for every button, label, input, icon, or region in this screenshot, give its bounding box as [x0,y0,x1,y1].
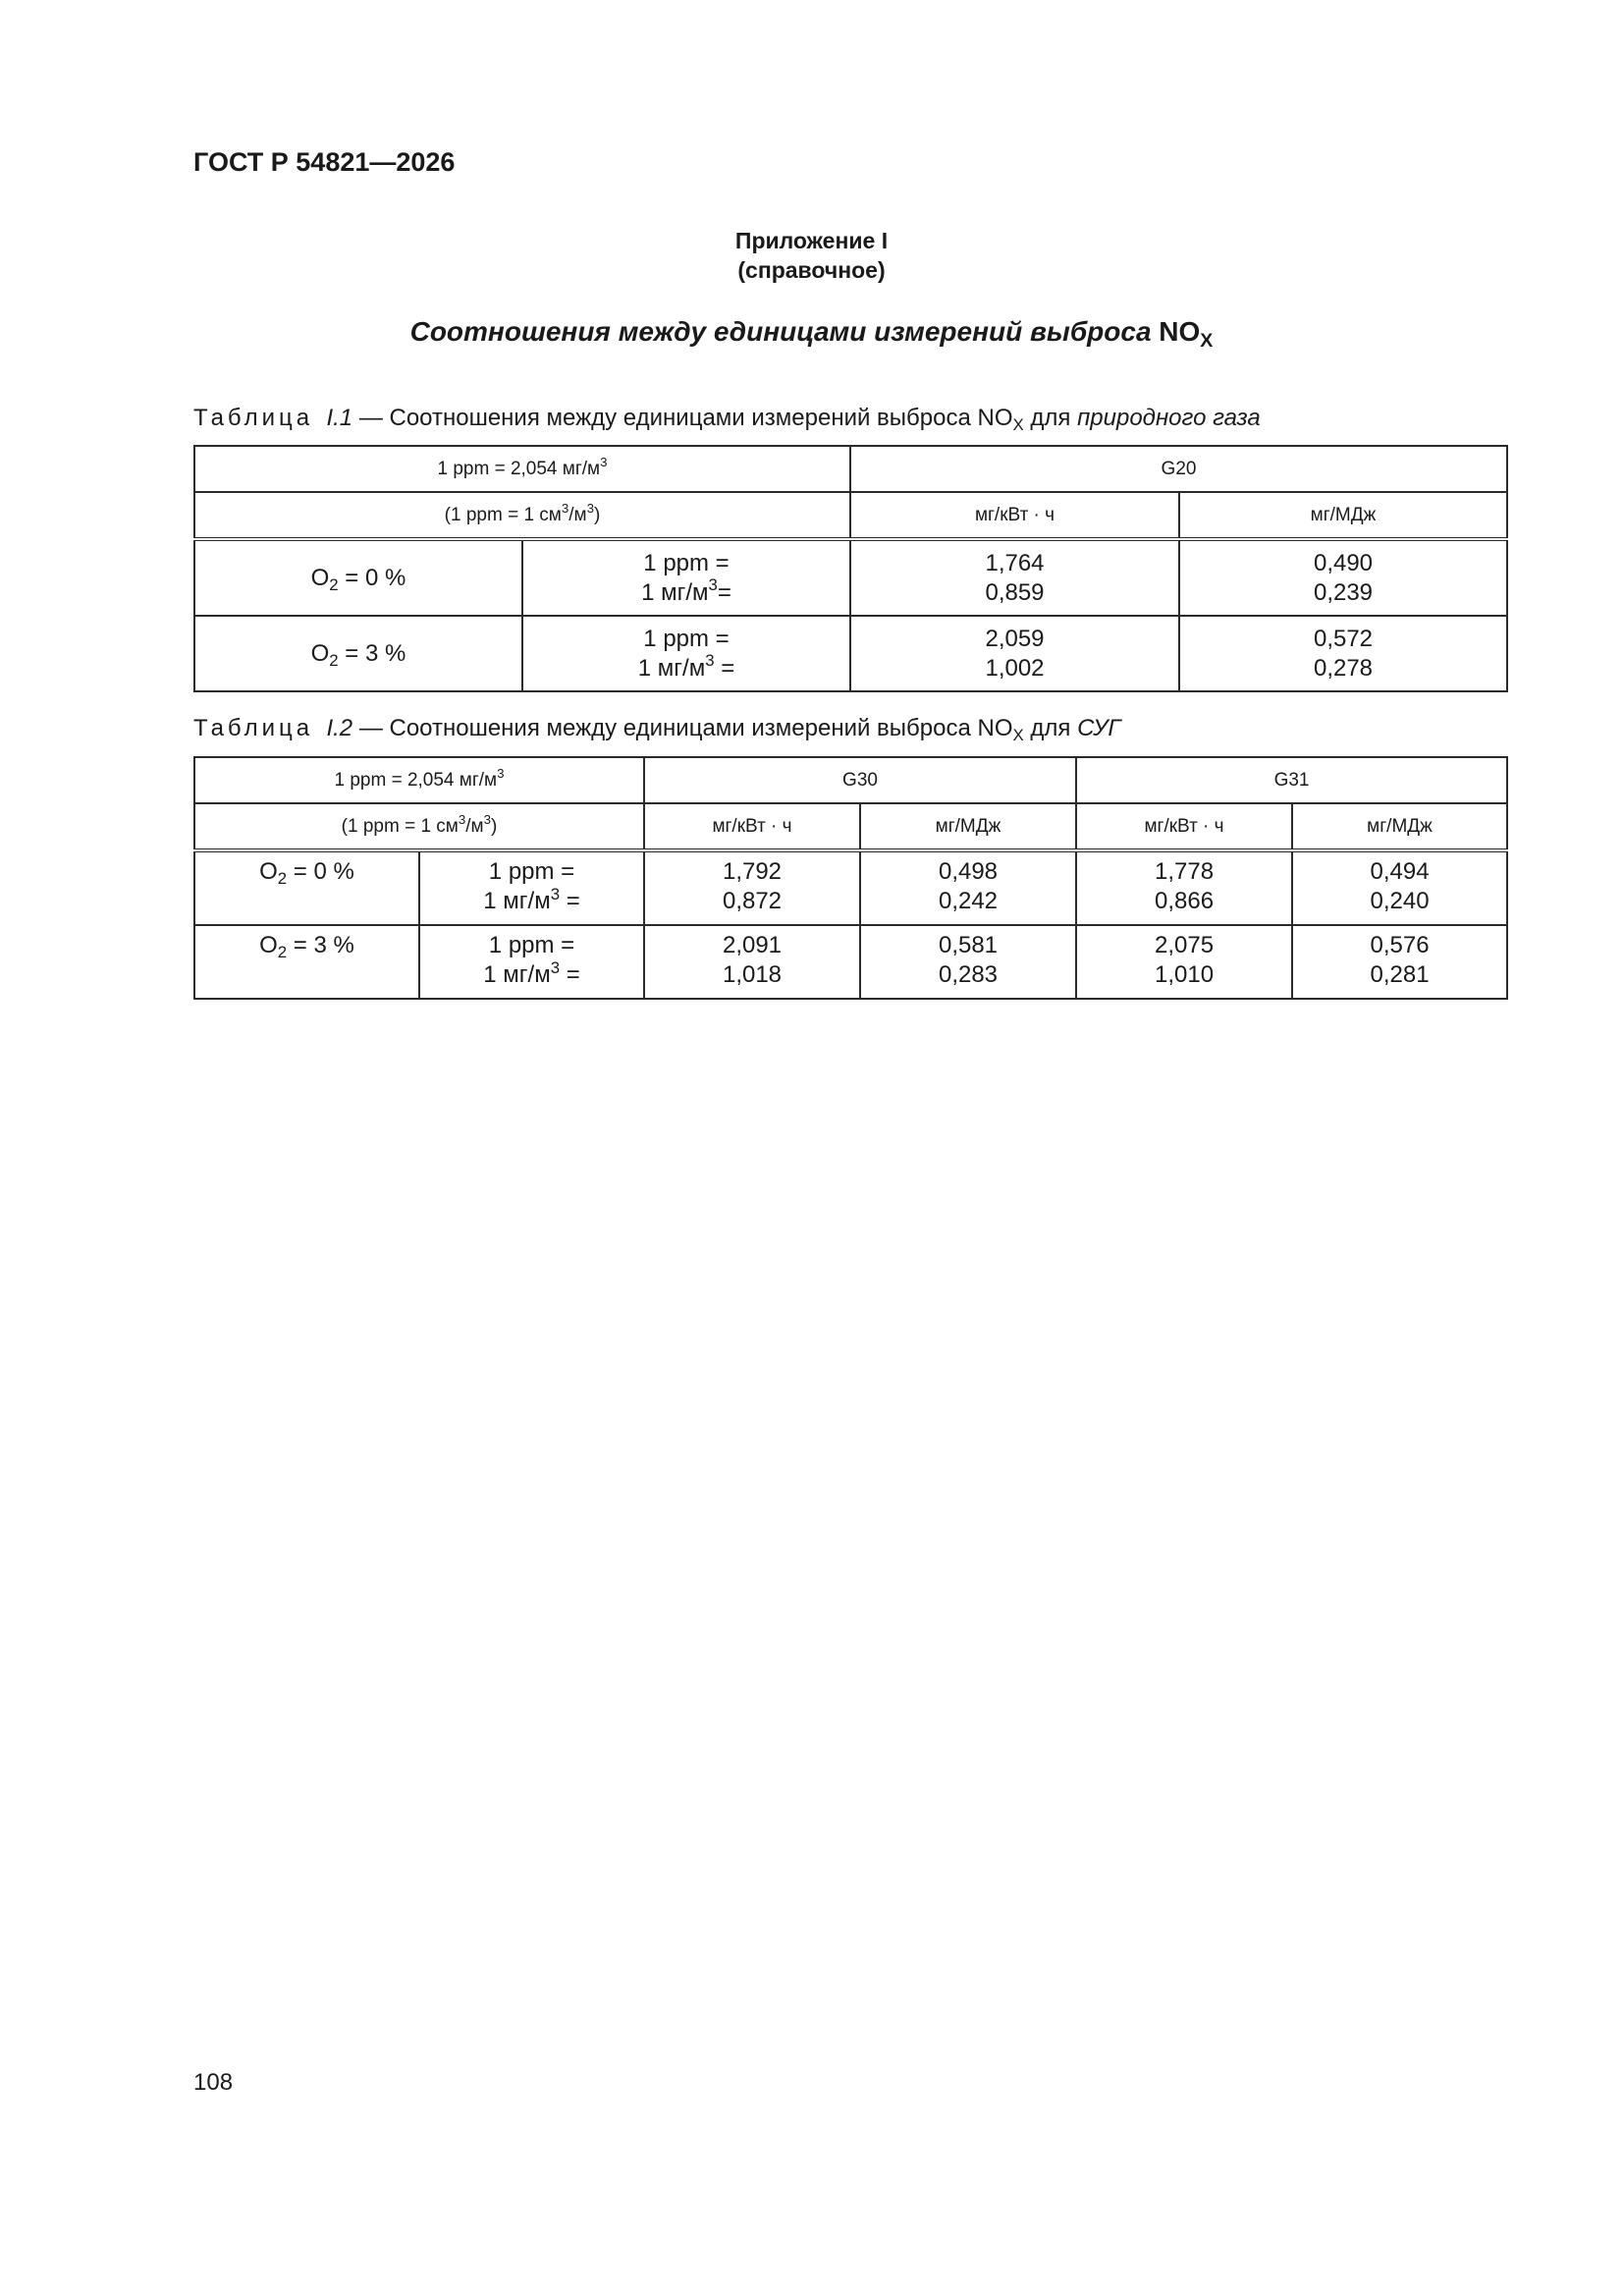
value-cell: 0,576 0,281 [1292,925,1507,999]
table2 [193,756,1508,1000]
t1-conversion-header: 1 ppm = 2,054 $мг/м^3$ [194,446,850,492]
section-title [0,316,1623,352]
t2-conversion-header: 1 ppm = 2,054 $мг/м^3$ [194,757,644,803]
t2-gas-header: G30 [644,757,1076,803]
t2-ppm-header: (1 ppm = 1 $см^3/м^3$) [194,803,644,850]
value-cell: 1,792 0,872 [644,850,860,925]
title-nox: $NO_X$ [1159,316,1214,352]
value-cell: 0,498 0,242 [860,850,1076,925]
annex-type: (справочное) [737,257,886,283]
value-cell: 2,075 1,010 [1076,925,1292,999]
value-cell: 0,494 0,240 [1292,850,1507,925]
o2-cell: $O_2 = 3$ % [194,925,419,999]
o2-cell: $O_2 = 0$ % [194,850,419,925]
value-cell: 1,764 0,859 [850,539,1179,616]
t2-gas-header: G31 [1076,757,1507,803]
table-row [194,925,1507,999]
t1-unit-header: мг/кВт · ч [850,492,1179,539]
o2-cell: $O_2 = 0$ % [194,539,522,616]
value-cell: 2,091 1,018 [644,925,860,999]
t1-unit-header: мг/МДж [1179,492,1507,539]
annex-heading [0,226,1623,285]
unit-label-cell: 1 ppm = 1 $мг/м^3=$ [522,539,850,616]
table1-caption: Таблица I.1 — Соотношения между единицами измерений выброса $NO_X$ для природного газа [193,405,1261,435]
table-row [194,616,1507,691]
document-header: ГОСТ Р 54821—2026 [193,147,456,177]
table1 [193,445,1508,692]
t2-unit-header: мг/МДж [1292,803,1507,850]
page-number: 108 [193,2069,234,2096]
t1-gas-header: G20 [850,446,1507,492]
value-cell: 0,490 0,239 [1179,539,1507,616]
unit-label-cell: 1 ppm = 1 $мг/м^3$ = [522,616,850,691]
unit-label-cell: 1 ppm = 1 $мг/м^3$ = [419,925,644,999]
title-text: Соотношения между единицами измерений выброса [409,316,1152,347]
value-cell: 0,581 0,283 [860,925,1076,999]
table2-caption: Таблица I.2 — Соотношения между единицами измерений выброса $NO_X$ для СУГ [193,715,1121,745]
t2-unit-header: мг/кВт · ч [644,803,860,850]
table-row [194,539,1507,616]
value-cell: 0,572 0,278 [1179,616,1507,691]
t2-unit-header: мг/МДж [860,803,1076,850]
t1-ppm-header: (1 ppm = 1 $см^3/м^3$) [194,492,850,539]
t2-unit-header: мг/кВт · ч [1076,803,1292,850]
table-row [194,850,1507,925]
value-cell: 1,778 0,866 [1076,850,1292,925]
o2-cell: $O_2 = 3$ % [194,616,522,691]
unit-label-cell: 1 ppm = 1 $мг/м^3$ = [419,850,644,925]
value-cell: 2,059 1,002 [850,616,1179,691]
annex-title: Приложение I [734,228,889,253]
